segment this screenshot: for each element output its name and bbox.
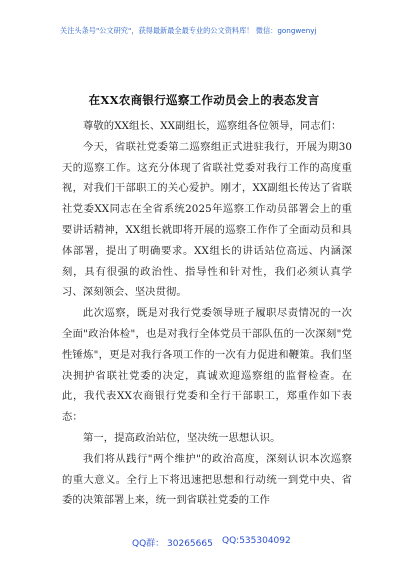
document-title: 在XX农商银行巡察工作动员会上的表态发言 bbox=[88, 93, 320, 107]
paragraph-salutation: 尊敬的XX组长、XX副组长，巡察组各位领导，同志们： bbox=[83, 120, 342, 132]
paragraph-intro: 今天，省联社党委第二巡察组正式进驻我行，开展为期30天的巡察工作。这充分体现了省联社党委对我行工作的高度重视，对我们干部职工的关心爱护。刚才，XX副组长传达了省联社党委XX同志在全省系统2025年巡察工作动员部署会上的重要讲话精神，XX组长就即将开展的巡察工作作了全面动员和具体部署，提出了明确要求。XX组长的讲话站位高远、内涵深刻，具有很强的政治性、指导性和针对性，我们必须认真学习、深刻领会、坚决贯彻。 bbox=[62, 140, 352, 299]
document-body bbox=[62, 116, 352, 511]
footer-qq-group: QQ群： 30265665 bbox=[132, 539, 213, 549]
footer-qq-number: QQ:535304092 bbox=[222, 536, 291, 546]
paragraph-significance: 此次巡察，既是对我行党委领导班子履职尽责情况的一次全面"政治体检"，也是对我行全体党员干部队伍的一次深刻"党性锤炼"，更是对我行各项工作的一次有力促进和鞭策。我们坚决拥护省联社党委的决定，真诚欢迎巡察组的监督检查。在此，我代表XX农商银行党委和全行干部职工，郑重作如下表态： bbox=[62, 307, 352, 424]
header-banner: 关注头条号"公文研究"，获得最新最全最专业的公文资料库！ 微信：gongwenyj bbox=[60, 26, 317, 35]
paragraph-point-one-body: 我们将从践行"两个维护"的政治高度，深刻认识本次巡察的重大意义。全行上下将迅速把思想和行动统一到党中央、省委的决策部署上来，统一到省联社党委的工作 bbox=[62, 452, 352, 507]
paragraph-point-one-heading: 第一，提高政治站位，坚决统一思想认识。 bbox=[83, 431, 281, 444]
